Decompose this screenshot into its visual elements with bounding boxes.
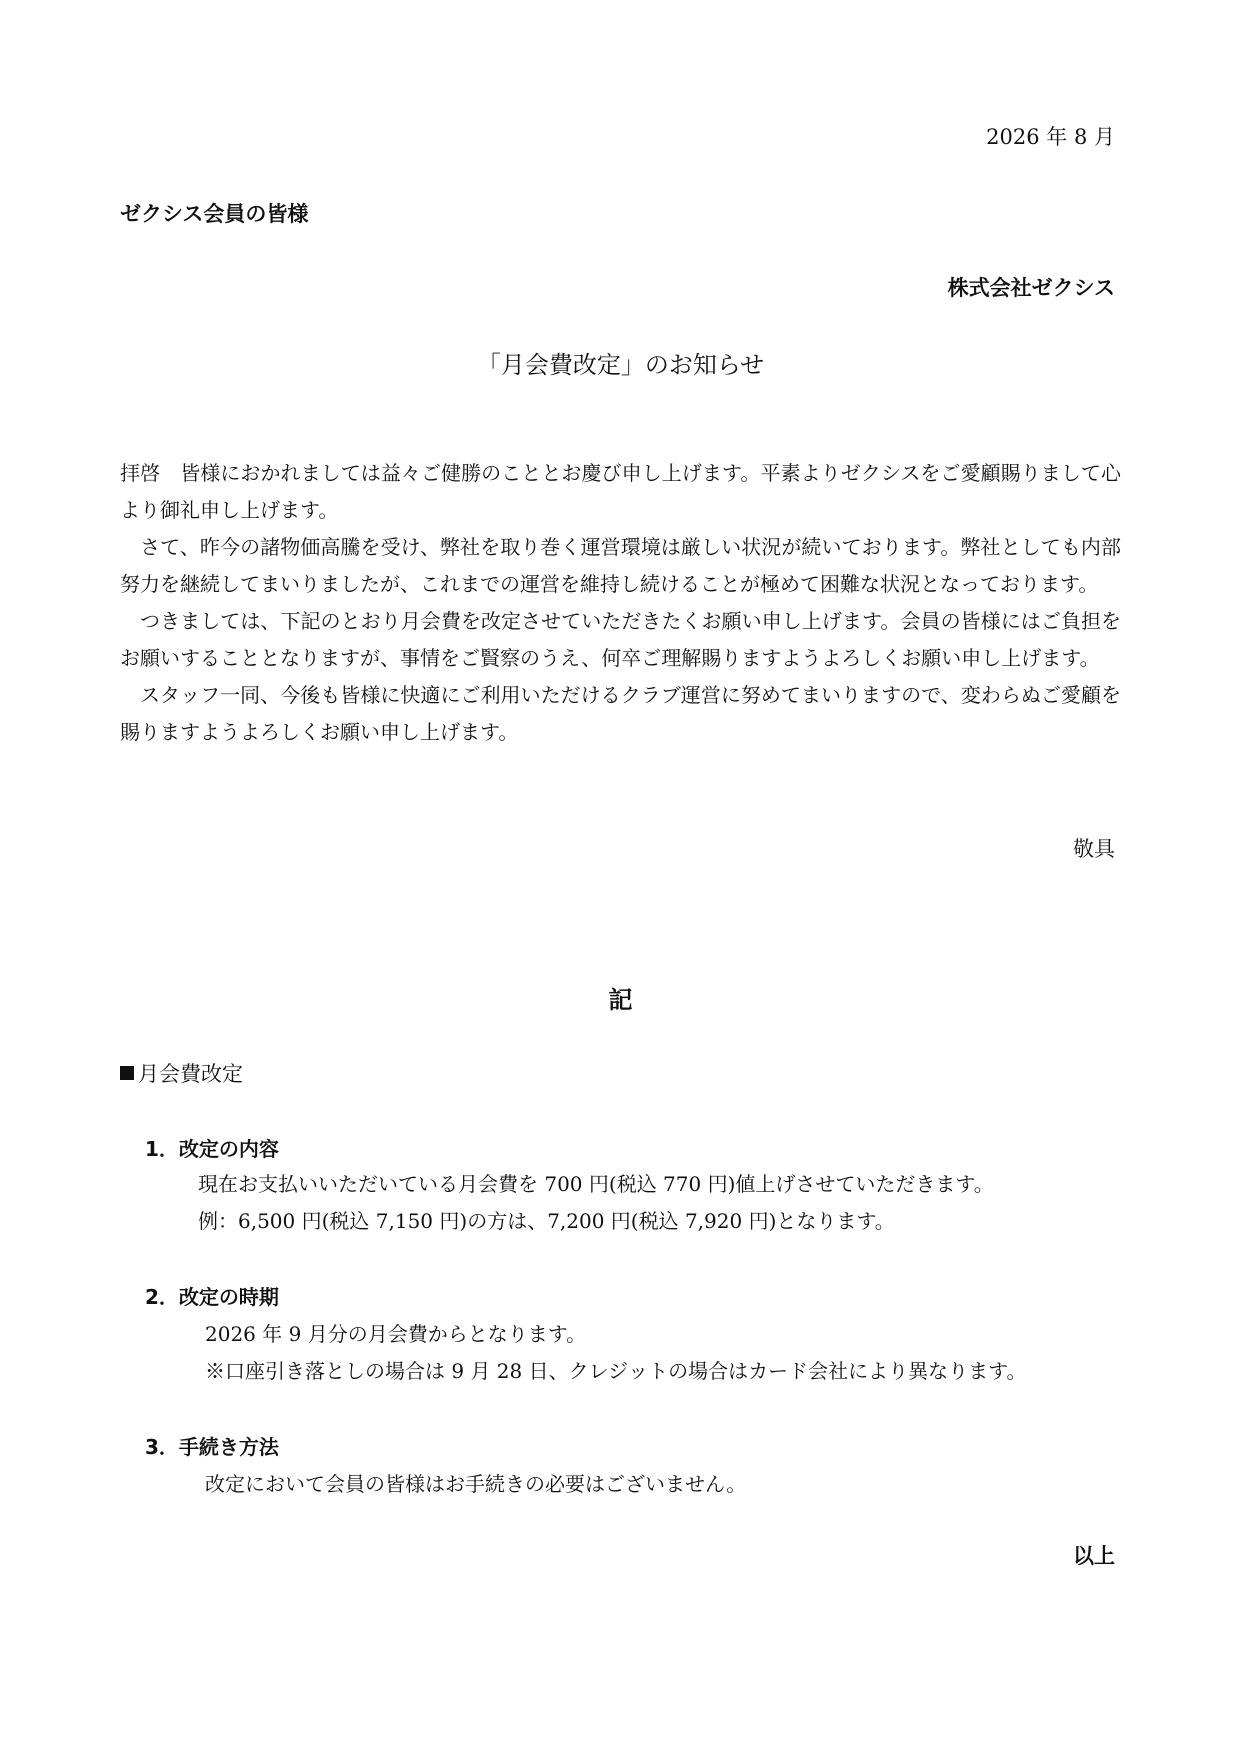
black-square-icon [120, 1066, 134, 1080]
closing-phrase: 敬具 [1073, 837, 1115, 861]
item-line: 現在お支払いいただいている月会費を 700 円(税込 770 円)値上げさせていただきます。 [198, 1172, 994, 1196]
end-marker: 以上 [1073, 1544, 1115, 1568]
body-paragraph: さて、昨今の諸物価高騰を受け、弊社を取り巻く運営環境は厳しい状況が続いております。弊社としても内部努力を継続してまいりましたが、これまでの運営を維持し続けることが極めて困難な状況となっております。 [120, 535, 1121, 596]
letter-date: 2026 年 8 月 [986, 125, 1115, 149]
section-heading [120, 1058, 243, 1088]
section-heading-label: 月会費改定 [138, 1062, 243, 1086]
item-line: 改定において会員の皆様はお手続きの必要はございません。 [205, 1472, 747, 1496]
item-line: 2026 年 9 月分の月会費からとなります。 [205, 1322, 587, 1346]
body-paragraph: つきましては、下記のとおり月会費を改定させていただきたくお願い申し上げます。会員の皆様にはご負担をお願いすることとなりますが、事情をご賢察のうえ、何卒ご理解賜りますようよろしくお願い申し上げます。 [120, 609, 1121, 670]
item-line: ※口座引き落としの場合は 9 月 28 日、クレジットの場合はカード会社により異なります。 [205, 1359, 1027, 1383]
item-line: 例：6,500 円(税込 7,150 円)の方は、7,200 円(税込 7,920 円)となります。 [198, 1209, 895, 1233]
item-heading-content: 1．改定の内容 [145, 1137, 279, 1161]
item-heading-procedure: 3．手続き方法 [145, 1435, 279, 1459]
addressee: ゼクシス会員の皆様 [120, 202, 309, 226]
notice-marker: 記 [608, 986, 633, 1014]
item-heading-timing: 2．改定の時期 [145, 1285, 279, 1309]
sender-company: 株式会社ゼクシス [947, 276, 1115, 300]
body-paragraph: スタッフ一同、今後も皆様に快適にご利用いただけるクラブ運営に努めてまいりますので、変わらぬご愛顧を賜りますようよろしくお願い申し上げます。 [120, 683, 1121, 744]
document-title: 「月会費改定」のお知らせ [476, 351, 765, 379]
letter-body [120, 455, 1121, 751]
body-paragraph: 拝啓 皆様におかれましては益々ご健勝のこととお慶び申し上げます。平素よりゼクシスをご愛顧賜りまして心より御礼申し上げます。 [120, 461, 1121, 522]
